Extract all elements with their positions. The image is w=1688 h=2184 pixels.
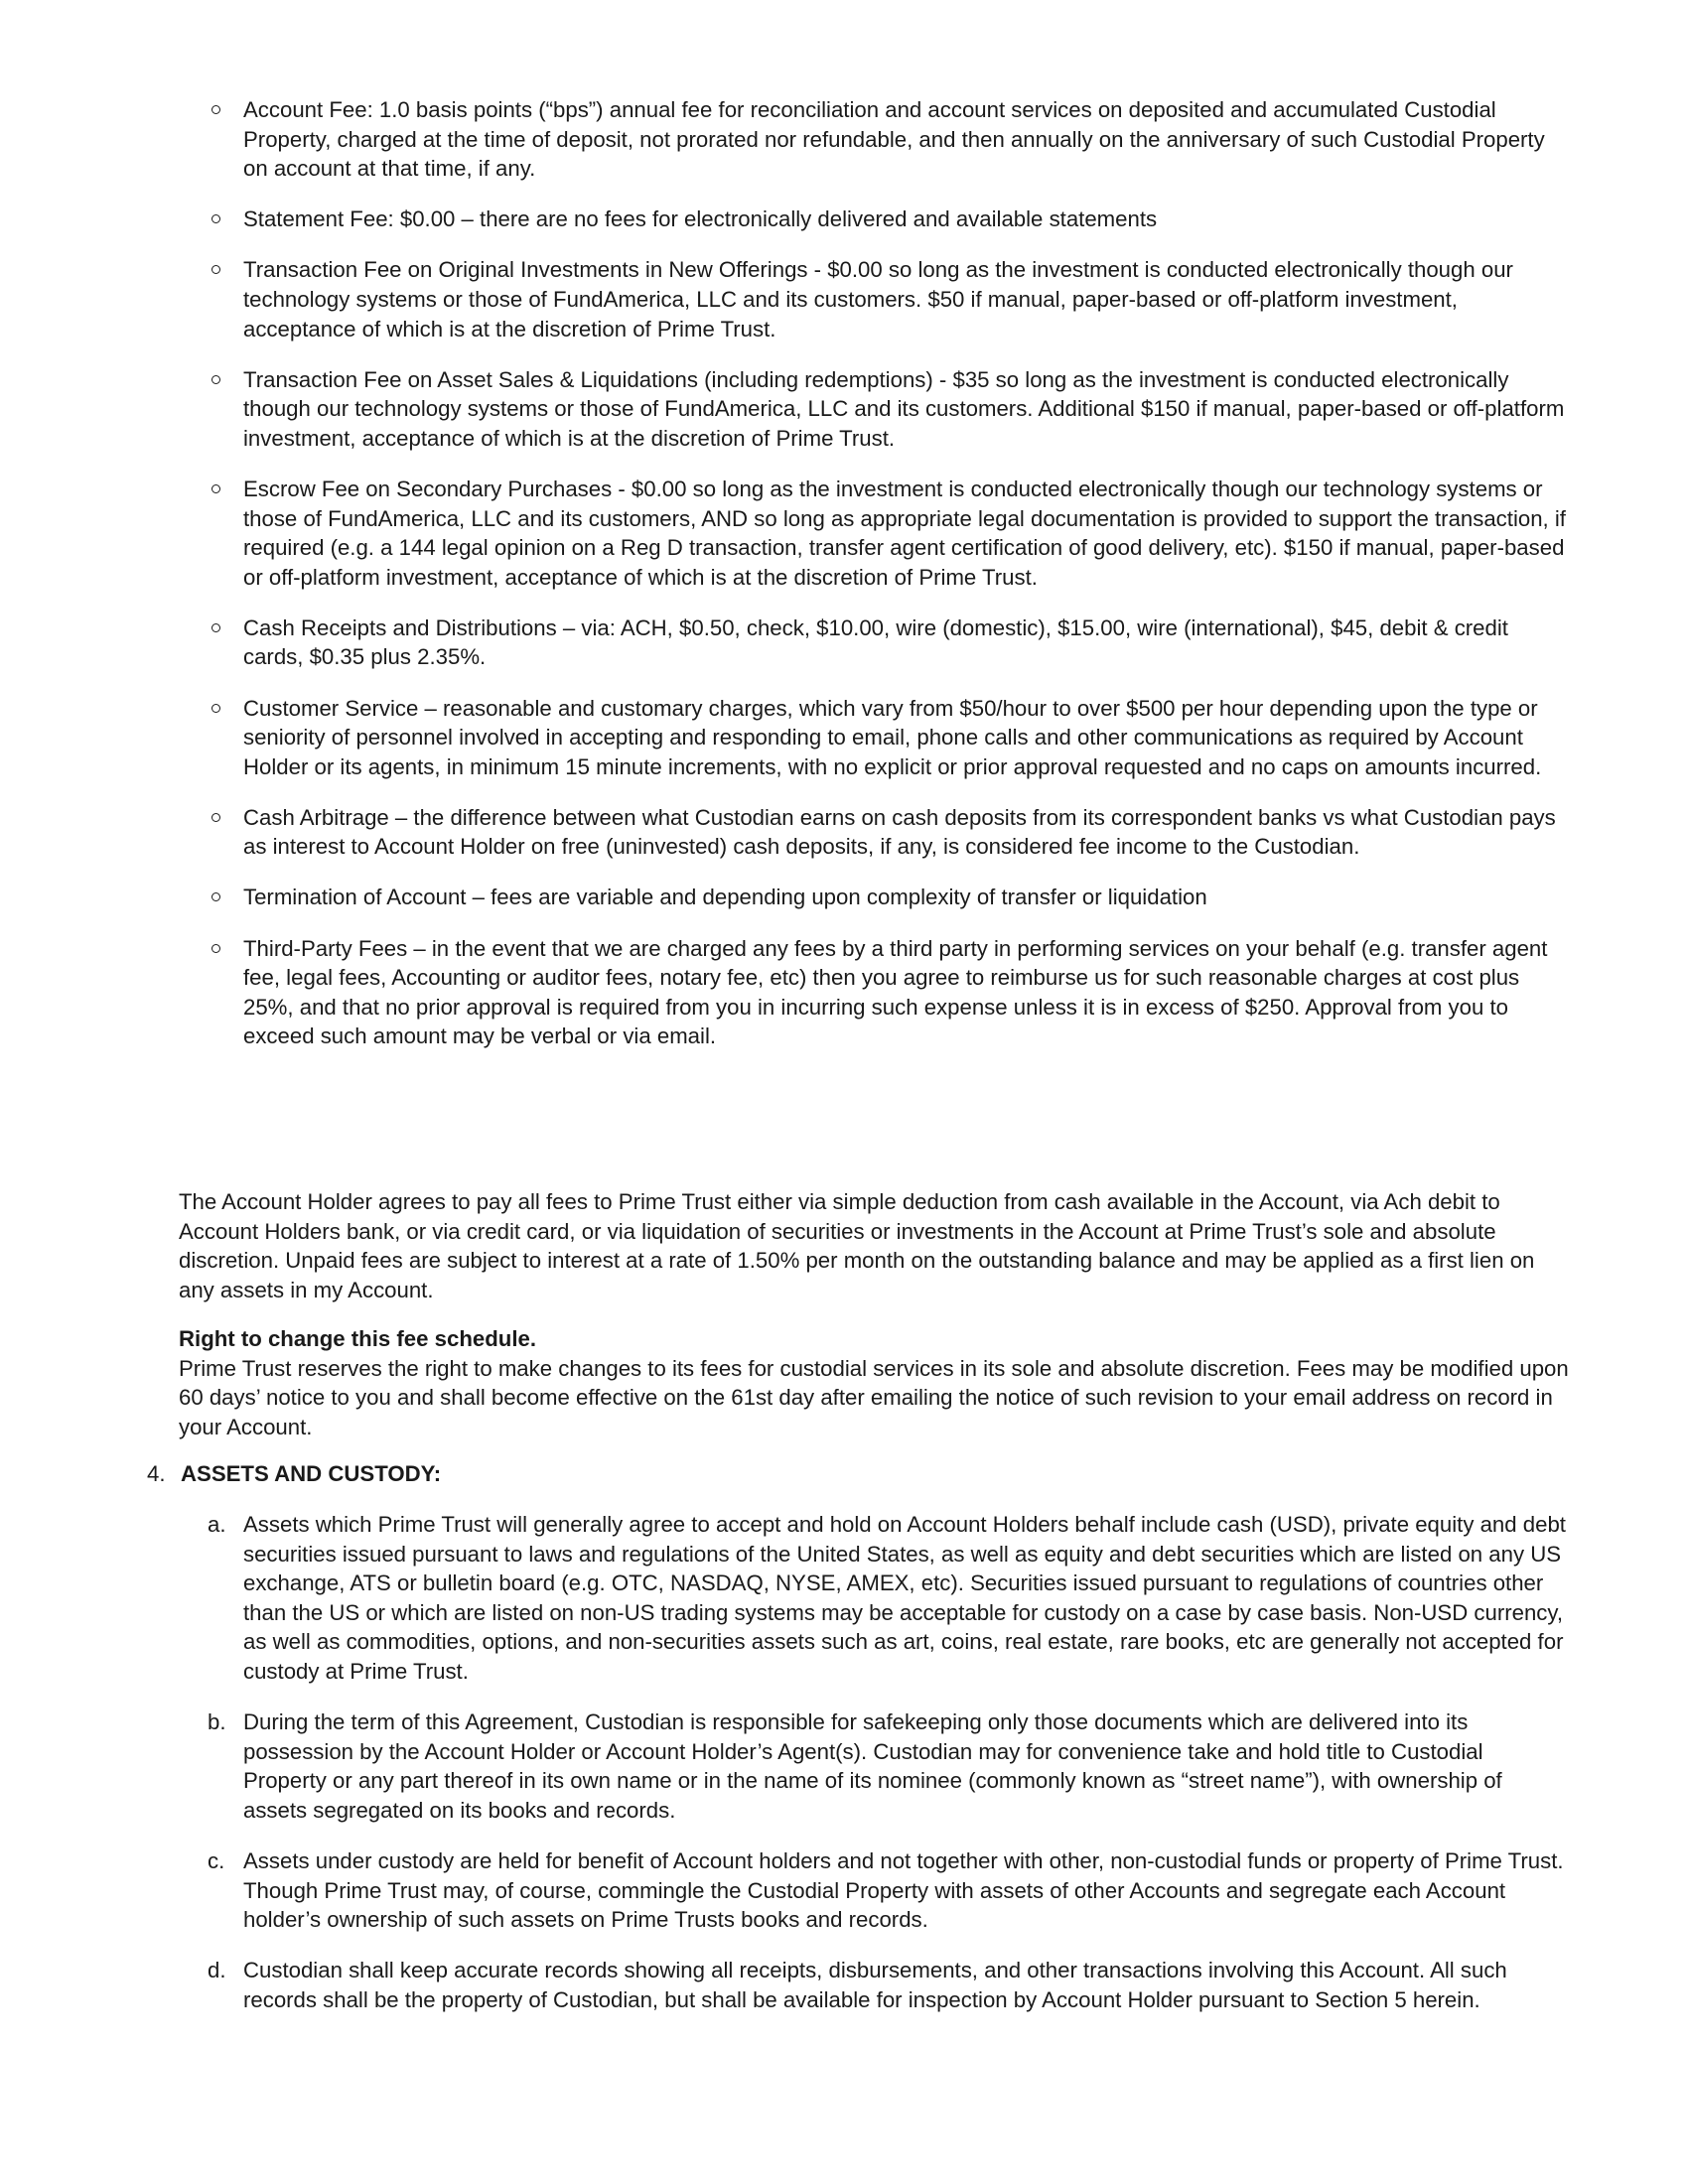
fee-item-text: Statement Fee: $0.00 – there are no fees for electronically delivered and available statements: [243, 206, 1158, 232]
fee-item-text: Account Fee: 1.0 basis points (“bps”) annual fee for reconciliation and account services on deposited and accumulated Custodial Property, charged at the time of deposit, not prorated nor refundable, and then annually on the anniversary of such Custodial Property on account at that time, if any.: [243, 97, 1545, 182]
fee-list: [179, 95, 1569, 1072]
assets-item-b: [179, 1707, 1569, 1825]
bullet-icon: [211, 105, 220, 114]
assets-item-c: [179, 1846, 1569, 1935]
fee-item-account-fee: [179, 95, 1569, 184]
payment-paragraph: The Account Holder agrees to pay all fees to Prime Trust either via simple deduction from cash available in the Account, via Ach debit to Account Holders bank, or via credit card, or via liquidation of securities or investments in the Account at Prime Trust’s sole and absolute discretion. Unpaid fees are subject to interest at a rate of 1.50% per month on the outstanding balance and may be applied as a first lien on any assets in my Account.: [179, 1189, 1535, 1302]
bullet-icon: [211, 623, 220, 632]
assets-item-a: [179, 1510, 1569, 1687]
fee-item-transaction-asset-sales: [179, 365, 1569, 454]
item-letter: c.: [208, 1847, 225, 1873]
fee-item-text: Transaction Fee on Asset Sales & Liquidations (including redemptions) - $35 so long as the investment is conducted electronically though our technology systems or those of FundAmerica, LLC and its customers. Additional $150 if manual, paper-based or off-platform investment, acceptance of which is at the discretion of Prime Trust.: [243, 366, 1565, 451]
item-text: Custodian shall keep accurate records showing all receipts, disbursements, and other transactions involving this Account. All such records shall be the property of Custodian, but shall be available for inspection by Account Holder pursuant to Section 5 herein.: [243, 1958, 1507, 2012]
fee-item-cash-receipts: [179, 614, 1569, 672]
bullet-icon: [211, 704, 220, 713]
fee-item-text: Cash Arbitrage – the difference between what Custodian earns on cash deposits from its correspondent banks vs what Custodian pays as interest to Account Holder on free (uninvested) cash deposits, if any, is considered fee income to the Custodian.: [243, 804, 1556, 860]
fee-item-statement-fee: [179, 205, 1569, 234]
bullet-icon: [211, 484, 220, 493]
item-text: During the term of this Agreement, Custodian is responsible for safekeeping only those documents which are delivered into its possession by the Account Holder or Account Holder’s Agent(s). Custodian may for convenience take and hold title to Custodial Property or any part thereof in its own name or in the name of its nominee (commonly known as “street name”), with ownership of assets segregated on its books and records.: [243, 1709, 1502, 1823]
item-letter: d.: [208, 1958, 226, 1983]
section-title: ASSETS AND CUSTODY:: [181, 1461, 442, 1486]
fee-item-text: Cash Receipts and Distributions – via: ACH, $0.50, check, $10.00, wire (domestic), $15.00, wire (international), $45, debit & credit cards, $0.35 plus 2.35%.: [243, 614, 1508, 670]
item-letter: b.: [208, 1709, 226, 1735]
bullet-icon: [211, 813, 220, 822]
bullet-icon: [211, 375, 220, 384]
bullet-icon: [211, 214, 220, 223]
assets-item-d: [179, 1956, 1569, 2014]
fee-item-customer-service: [179, 694, 1569, 782]
fee-item-escrow-fee: [179, 475, 1569, 592]
fee-item-third-party: [179, 934, 1569, 1051]
right-to-change-heading: Right to change this fee schedule.: [179, 1326, 536, 1351]
fee-item-text: Customer Service – reasonable and customary charges, which vary from $50/hour to over $500 per hour depending upon the type or seniority of personnel involved in accepting and responding to email, phone calls and other communications as required by Account Holder or its agents, in minimum 15 minute increments, with no explicit or prior approval requested and no caps on amounts incurred.: [243, 695, 1542, 779]
assets-custody-list: [179, 1510, 1569, 2036]
fee-item-text: Third-Party Fees – in the event that we are charged any fees by a third party in performing services on your behalf (e.g. transfer agent fee, legal fees, Accounting or auditor fees, notary fee, etc) then you agree to reimburse us for such reasonable charges at cost plus 25%, and that no prior approval is required from you in incurring such expense unless it is in excess of $250. Approval from you to exceed such amount may be verbal or via email.: [243, 935, 1548, 1049]
bullet-icon: [211, 944, 220, 953]
fee-item-termination: [179, 883, 1569, 912]
fee-item-text: Escrow Fee on Secondary Purchases - $0.00 so long as the investment is conducted electronically though our technology systems or those of FundAmerica, LLC and its customers, AND so long as appropriate legal documentation is provided to support the transaction, if required (e.g. a 144 legal opinion on a Reg D transaction, transfer agent certification of good delivery, etc). $150 if manual, paper-based or off-platform investment, acceptance of which is at the discretion of Prime Trust.: [243, 476, 1566, 590]
fee-item-text: Transaction Fee on Original Investments in New Offerings - $0.00 so long as the investment is conducted electronically though our technology systems or those of FundAmerica, LLC and its customers. $50 if manual, paper-based or off-platform investment, acceptance of which is at the discretion of Prime Trust.: [243, 257, 1513, 341]
fee-item-text: Termination of Account – fees are variable and depending upon complexity of transfer or liquidation: [243, 885, 1207, 910]
section-4-heading: [147, 1459, 441, 1489]
bullet-icon: [211, 892, 220, 901]
fee-item-transaction-new-offerings: [179, 255, 1569, 343]
item-text: Assets under custody are held for benefit of Account holders and not together with other, non-custodial funds or property of Prime Trust. Though Prime Trust may, of course, commingle the Custodial Property with assets of other Accounts and segregate each Account holder’s ownership of such assets on Prime Trusts books and records.: [243, 1847, 1564, 1933]
section-number: 4.: [147, 1461, 166, 1486]
bullet-icon: [211, 265, 220, 274]
fee-item-cash-arbitrage: [179, 803, 1569, 862]
right-to-change-section: [179, 1324, 1569, 1441]
item-letter: a.: [208, 1512, 226, 1537]
item-text: Assets which Prime Trust will generally agree to accept and hold on Account Holders behalf include cash (USD), private equity and debt securities issued pursuant to laws and regulations of the United States, as well as equity and debt securities which are listed on any US exchange, ATS or bulletin board (e.g. OTC, NASDAQ, NYSE, AMEX, etc). Securities issued pursuant to regulations of countries other than the US or which are listed on non-US trading systems may be acceptable for custody on a case by case basis. Non-USD currency, as well as commodities, options, and non-securities assets such as art, coins, real estate, rare books, etc are generally not accepted for custody at Prime Trust.: [243, 1512, 1566, 1684]
right-to-change-body: Prime Trust reserves the right to make changes to its fees for custodial services in its sole and absolute discretion. Fees may be modified upon 60 days’ notice to you and shall become effective on the 61st day after emailing the notice of such revision to your email address on record in your Account.: [179, 1355, 1569, 1439]
